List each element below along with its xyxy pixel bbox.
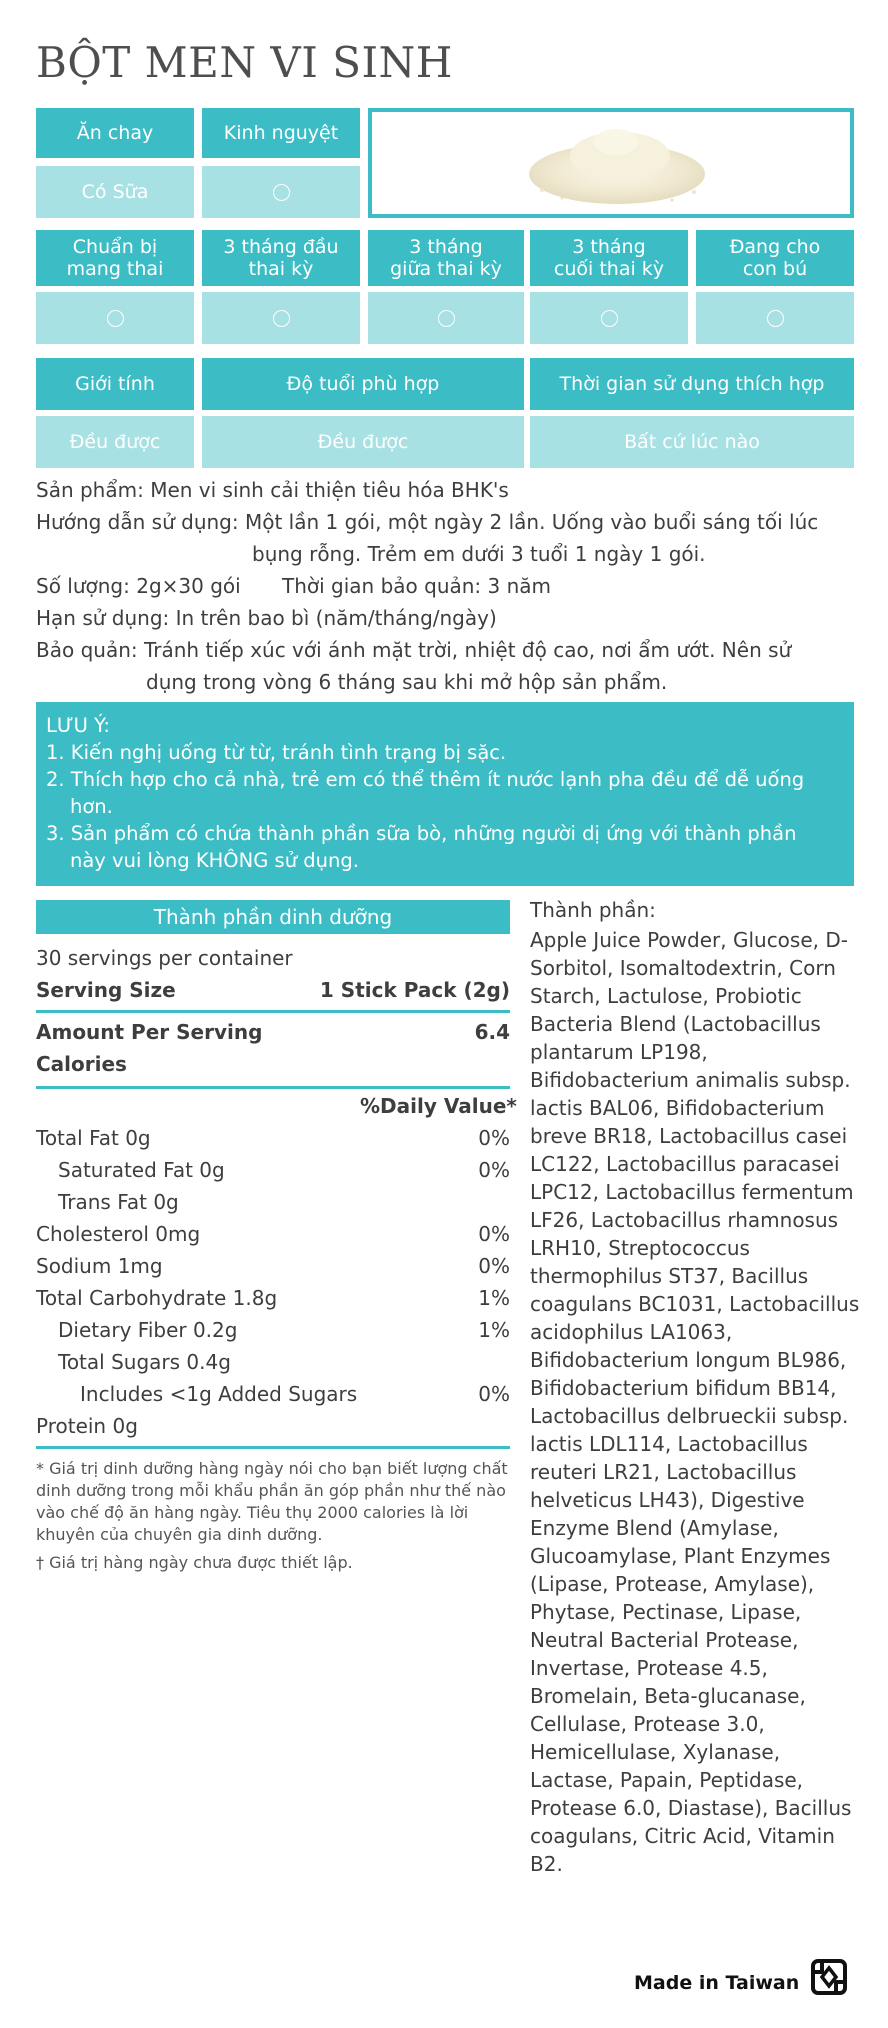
usage-line-2: bụng rỗng. Trẻm em dưới 3 tuổi 1 ngày 1 gói. xyxy=(252,542,706,566)
diet-menstruation-label: Kinh nguyệt xyxy=(202,108,360,158)
daily-value-label: %Daily Value* xyxy=(360,1094,517,1118)
stage-text: Đang cho con bú xyxy=(729,236,821,280)
nutrient-label: Trans Fat 0g xyxy=(58,1190,179,1214)
menstruation-value xyxy=(202,166,360,218)
stage-value-5 xyxy=(696,292,854,344)
age-label: Độ tuổi phù hợp xyxy=(202,358,524,410)
usage-line-1: Hướng dẫn sử dụng: Một lần 1 gói, một ngày 2 lần. Uống vào buổi sáng tối lúc xyxy=(36,510,819,534)
footnote-not-established: † Giá trị hàng ngày chưa được thiết lập. xyxy=(36,1553,353,1572)
divider xyxy=(36,1010,510,1013)
nutrition-heading: Thành phần dinh dưỡng xyxy=(36,900,510,934)
gender-value: Đều được xyxy=(36,416,194,468)
expiry: Hạn sử dụng: In trên bao bì (năm/tháng/ngày) xyxy=(36,606,497,630)
circle-icon xyxy=(767,310,784,327)
nutrient-row xyxy=(36,1350,510,1374)
circle-icon xyxy=(273,310,290,327)
nutrient-label: Cholesterol 0mg xyxy=(36,1222,201,1246)
stage-text: 3 tháng đầu thai kỳ xyxy=(223,236,339,280)
circle-icon xyxy=(601,310,618,327)
footnote-daily-value: * Giá trị dinh dưỡng hàng ngày nói cho bạn biết lượng chất dinh dưỡng trong mỗi khẩu phần ăn góp phần như thế nào vào chế độ ăn hàng ngày. Tiêu thụ 2000 calories là lời khuyên của chuyên gia dinh dưỡng. xyxy=(36,1459,508,1544)
amount-row xyxy=(36,1020,510,1044)
calories-label: Calories xyxy=(36,1052,127,1076)
note-item-2-cont: hơn. xyxy=(70,795,113,818)
nutrient-dv: 0% xyxy=(478,1254,510,1278)
nutrient-label: Total Fat 0g xyxy=(36,1126,151,1150)
divider xyxy=(36,1446,510,1449)
stage-label-4 xyxy=(530,230,688,286)
stage-label-5 xyxy=(696,230,854,286)
stage-label-2 xyxy=(202,230,360,286)
nutrient-dv: 1% xyxy=(478,1286,510,1310)
diet-vegetarian-label: Ăn chay xyxy=(36,108,194,158)
gender-label: Giới tính xyxy=(36,358,194,410)
nutrient-label: Protein 0g xyxy=(36,1414,138,1438)
servings-per-container: 30 servings per container xyxy=(36,946,293,970)
note-item-3: 3. Sản phẩm có chứa thành phần sữa bò, những người dị ứng với thành phần xyxy=(46,822,797,845)
stage-value-2 xyxy=(202,292,360,344)
page-title: BỘT MEN VI SINH xyxy=(36,38,453,87)
stage-text: Chuẩn bị mang thai xyxy=(66,236,164,280)
nutrient-dv: 0% xyxy=(478,1382,510,1406)
note-item-1: 1. Kiến nghị uống từ từ, tránh tình trạng bị sặc. xyxy=(46,741,507,764)
age-value: Đều được xyxy=(202,416,524,468)
powder-image xyxy=(368,108,854,218)
storage-time: Thời gian bảo quản: 3 năm xyxy=(282,574,552,598)
note-heading: LƯU Ý: xyxy=(46,714,110,737)
amount-label: Amount Per Serving xyxy=(36,1020,263,1044)
nutrient-row xyxy=(36,1158,510,1182)
nutrient-label: Dietary Fiber 0.2g xyxy=(58,1318,238,1342)
note-item-3-cont: này vui lòng KHÔNG sử dụng. xyxy=(70,849,359,872)
note-box xyxy=(36,702,854,886)
calories-value: 6.4 xyxy=(474,1020,510,1044)
circle-icon xyxy=(107,310,124,327)
recycle-icon xyxy=(810,1958,848,1996)
stage-value-3 xyxy=(368,292,524,344)
diet-milk-label: Có Sữa xyxy=(36,166,194,218)
nutrient-row xyxy=(36,1222,510,1246)
nutrient-row xyxy=(36,1286,510,1310)
stage-label-3 xyxy=(368,230,524,286)
stage-text: 3 tháng cuối thai kỳ xyxy=(553,236,665,280)
circle-icon xyxy=(438,310,455,327)
circle-icon xyxy=(273,184,290,201)
nutrient-dv: 0% xyxy=(478,1222,510,1246)
divider xyxy=(36,1086,510,1089)
stage-label-1 xyxy=(36,230,194,286)
nutrient-row xyxy=(36,1126,510,1150)
serving-size-value: 1 Stick Pack (2g) xyxy=(319,978,510,1002)
nutrient-label: Sodium 1mg xyxy=(36,1254,163,1278)
nutrient-row xyxy=(36,1254,510,1278)
stage-value-1 xyxy=(36,292,194,344)
nutrient-label: Total Sugars 0.4g xyxy=(58,1350,231,1374)
time-label: Thời gian sử dụng thích hợp xyxy=(530,358,854,410)
stage-value-4 xyxy=(530,292,688,344)
nutrient-dv: 0% xyxy=(478,1158,510,1182)
ingredients-heading: Thành phần: xyxy=(530,898,656,922)
nutrient-row xyxy=(36,1382,510,1406)
nutrient-row xyxy=(36,1318,510,1342)
note-item-2: 2. Thích hợp cho cả nhà, trẻ em có thể thêm ít nước lạnh pha đều để dễ uống xyxy=(46,768,805,791)
time-value: Bất cứ lúc nào xyxy=(530,416,854,468)
nutrient-dv: 1% xyxy=(478,1318,510,1342)
storage-line-2: dụng trong vòng 6 tháng sau khi mở hộp sản phẩm. xyxy=(146,670,668,694)
serving-size-label: Serving Size xyxy=(36,978,176,1002)
nutrient-label: Total Carbohydrate 1.8g xyxy=(36,1286,278,1310)
nutrient-row xyxy=(36,1414,510,1438)
quantity: Số lượng: 2g×30 gói xyxy=(36,574,241,598)
product-name: Sản phẩm: Men vi sinh cải thiện tiêu hóa BHK's xyxy=(36,478,509,502)
nutrient-row xyxy=(36,1190,510,1214)
nutrient-label: Saturated Fat 0g xyxy=(58,1158,225,1182)
stage-text: 3 tháng giữa thai kỳ xyxy=(390,236,502,280)
nutrient-dv: 0% xyxy=(478,1126,510,1150)
made-in-label: Made in Taiwan xyxy=(634,1972,800,1994)
powder-pile-icon xyxy=(372,112,850,214)
ingredients-text: Apple Juice Powder, Glucose, D-Sorbitol, Isomaltodextrin, Corn Starch, Lactulose, Probiotic Bacteria Blend (Lactobacillus plantarum LP198, Bifidobacterium animalis subsp. lactis BAL06, Bifidobacterium breve BR18, Lactobacillus casei LC122, Lactobacillus paracasei LPC12, Lactobacillus fermentum LF26, Lactobacillus rhamnosus LRH10, Streptococcus thermophilus ST37, Bacillus coagulans BC1031, Lactobacillus acidophilus LA1063, Bifidobacterium longum BL986, Bifidobacterium bifidum BB14, Lactobacillus delbrueckii subsp. lactis LDL114, Lactobacillus reuteri LR21, Lactobacillus helveticus LH43), Digestive Enzyme Blend (Amylase, Glucoamylase, Plant Enzymes (Lipase, Protease, Amylase), Phytase, Pectinase, Lipase, Neutral Bacterial Protease, Invertase, Protease 4.5, Bromelain, Beta-glucanase, Cellulase, Protease 3.0, Hemicellulase, Xylanase, Lactase, Papain, Peptidase, Protease 6.0, Diastase), Bacillus coagulans, Citric Acid, Vitamin B2. xyxy=(530,928,860,1876)
serving-size-row xyxy=(36,978,510,1002)
storage-line-1: Bảo quản: Tránh tiếp xúc với ánh mặt trời, nhiệt độ cao, nơi ẩm ướt. Nên sử xyxy=(36,638,792,662)
nutrient-label: Includes <1g Added Sugars xyxy=(80,1382,358,1406)
